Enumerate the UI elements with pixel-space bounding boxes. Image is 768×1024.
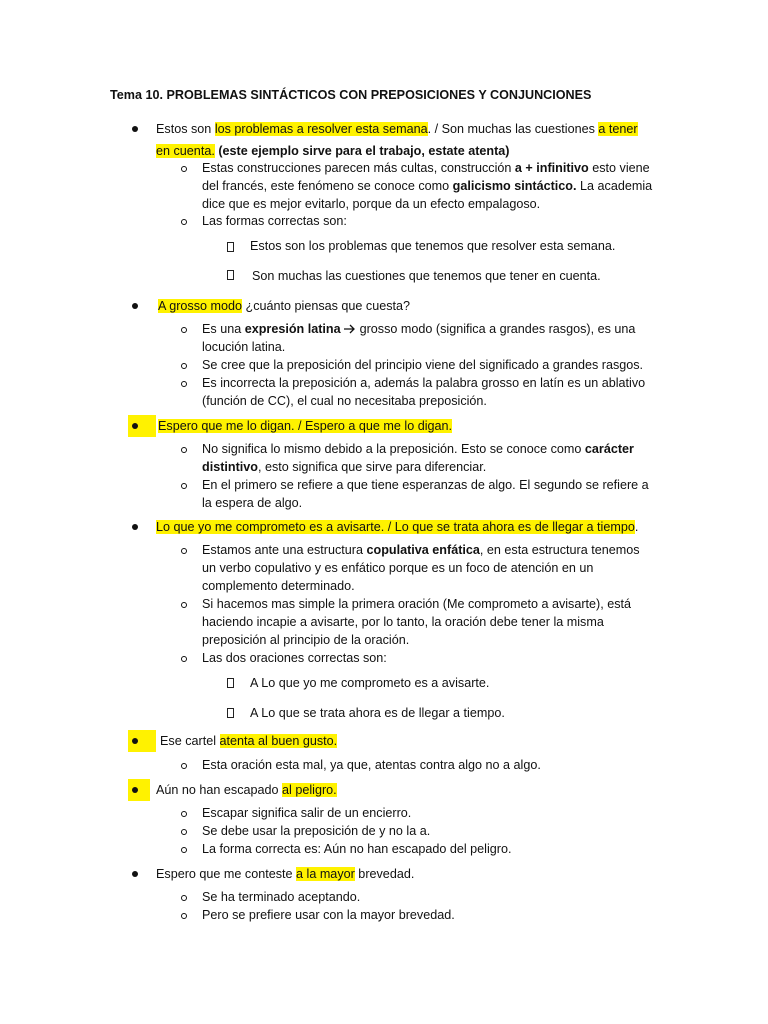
section-5-line-1: Ese cartel atenta al buen gusto. [160, 734, 338, 748]
section-2-sub-3-cont: (función de CC), el cual no necesitaba preposición. [202, 394, 487, 408]
section-6-sub-3: La forma correcta es: Aún no han escapado del peligro. [202, 842, 512, 856]
section-5-sub-1: Esta oración esta mal, ya que, atentas contra algo no a algo. [202, 758, 541, 772]
missing-glyph-box-icon [227, 678, 234, 688]
section-1-line-1: Estos son los problemas a resolver esta semana. / Son muchas las cuestiones a tener [156, 122, 638, 136]
sub-bullet-icon [181, 811, 187, 817]
section-4-sub-1-cont: un verbo copulativo y es enfático porque es un foco de atención en un [202, 561, 594, 575]
sub-bullet-icon [181, 895, 187, 901]
sub-bullet-icon [181, 219, 187, 225]
sub-bullet-icon [181, 847, 187, 853]
section-6-sub-1: Escapar significa salir de un encierro. [202, 806, 412, 820]
section-2-sub-2: Se cree que la preposición del principio viene del significado a grandes rasgos. [202, 358, 644, 372]
document-title: Tema 10. PROBLEMAS SINTÁCTICOS CON PREPOSICIONES Y CONJUNCIONES [110, 88, 592, 102]
sub-bullet-icon [181, 656, 187, 662]
section-4-line-1: Lo que yo me comprometo es a avisarte. / Lo que se trata ahora es de llegar a tiempo. [156, 520, 639, 534]
section-1-sub-1: Estas construcciones parecen más cultas, construcción a + infinitivo esto viene [202, 161, 650, 175]
section-6-sub-2: Se debe usar la preposición de y no la a. [202, 824, 431, 838]
section-2-sub-1-cont: locución latina. [202, 340, 286, 354]
sub-bullet-icon [181, 829, 187, 835]
sub-bullet-icon [181, 363, 187, 369]
section-4-sub-1: Estamos ante una estructura copulativa enfática, en esta estructura tenemos [202, 543, 640, 557]
section-3-sub-1-cont: distintivo, esto significa que sirve para diferenciar. [202, 460, 487, 474]
section-4-sub-2: Si hacemos mas simple la primera oración (Me comprometo a avisarte), está [202, 597, 632, 611]
missing-glyph-box-icon [227, 270, 234, 280]
missing-glyph-box-icon [227, 708, 234, 718]
sub-bullet-icon [181, 381, 187, 387]
bullet-icon [132, 126, 138, 132]
section-4-example-2: A Lo que se trata ahora es de llegar a tiempo. [250, 706, 505, 720]
missing-glyph-box-icon [227, 242, 234, 252]
bullet-icon [132, 524, 138, 530]
section-4-sub-2-cont: haciendo incapie a avisarte, por lo tanto, la oración debe tener la misma [202, 615, 604, 629]
bullet-icon [132, 423, 138, 429]
section-2-line-1: A grosso modo ¿cuánto piensas que cuesta? [158, 299, 411, 313]
section-4-example-1: A Lo que yo me comprometo es a avisarte. [250, 676, 490, 690]
bullet-icon [132, 871, 138, 877]
right-arrow-icon [344, 324, 356, 334]
section-2-sub-1: Es una expresión latina grosso modo (significa a grandes rasgos), es una [202, 322, 636, 336]
section-7-sub-2: Pero se prefiere usar con la mayor brevedad. [202, 908, 455, 922]
section-7-sub-1: Se ha terminado aceptando. [202, 890, 361, 904]
section-6-line-1: Aún no han escapado al peligro. [156, 783, 337, 797]
section-4-sub-3: Las dos oraciones correctas son: [202, 651, 387, 665]
sub-bullet-icon [181, 763, 187, 769]
sub-bullet-icon [181, 447, 187, 453]
section-1-line-2: en cuenta. (este ejemplo sirve para el trabajo, estate atenta) [156, 144, 510, 158]
section-1-example-1: Estos son los problemas que tenemos que resolver esta semana. [250, 239, 616, 253]
section-3-line-1: Espero que me lo digan. / Espero a que me lo digan. [158, 419, 453, 433]
section-1-example-2: Son muchas las cuestiones que tenemos que tener en cuenta. [252, 269, 601, 283]
section-1-sub-2: Las formas correctas son: [202, 214, 347, 228]
bullet-icon [132, 738, 138, 744]
section-3-sub-2-cont: la espera de algo. [202, 496, 303, 510]
section-3-sub-1: No significa lo mismo debido a la preposición. Esto se conoce como carácter [202, 442, 634, 456]
bullet-icon [132, 787, 138, 793]
sub-bullet-icon [181, 548, 187, 554]
section-1-sub-1-cont: dice que es mejor evitarlo, porque da un efecto empalagoso. [202, 197, 541, 211]
sub-bullet-icon [181, 913, 187, 919]
section-7-line-1: Espero que me conteste a la mayor brevedad. [156, 867, 415, 881]
sub-bullet-icon [181, 327, 187, 333]
section-1-sub-1-cont: del francés, este fenómeno se conoce como galicismo sintáctico. La academia [202, 179, 653, 193]
section-3-sub-2: En el primero se refiere a que tiene esperanzas de algo. El segundo se refiere a [202, 478, 649, 492]
sub-bullet-icon [181, 483, 187, 489]
bullet-icon [132, 303, 138, 309]
section-4-sub-2-cont: preposición al principio de la oración. [202, 633, 410, 647]
section-4-sub-1-cont: complemento determinado. [202, 579, 355, 593]
sub-bullet-icon [181, 602, 187, 608]
section-2-sub-3: Es incorrecta la preposición a, además la palabra grosso en latín es un ablativo [202, 376, 646, 390]
sub-bullet-icon [181, 166, 187, 172]
